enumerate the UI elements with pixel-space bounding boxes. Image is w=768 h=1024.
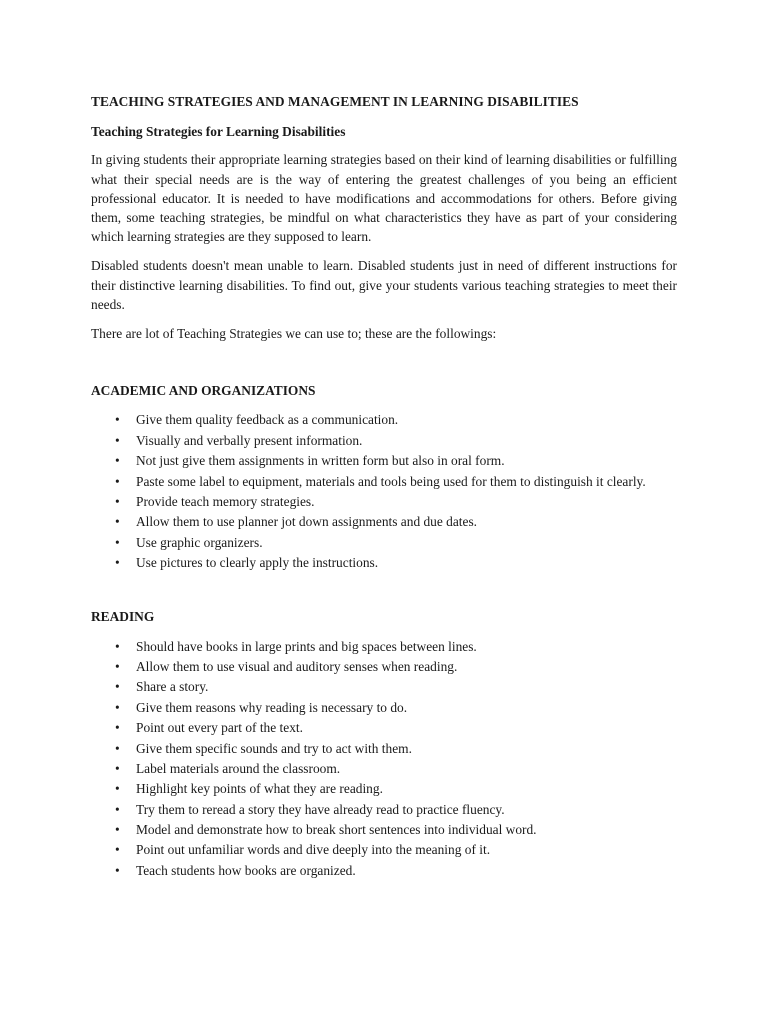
list-item bbox=[91, 718, 677, 737]
bullet-icon: • bbox=[115, 720, 120, 736]
list-item-text: Give them specific sounds and try to act with them. bbox=[136, 740, 412, 756]
bullet-icon: • bbox=[115, 555, 120, 571]
list-item bbox=[91, 492, 677, 511]
bullet-icon: • bbox=[115, 699, 120, 715]
document-subheading: Teaching Strategies for Learning Disabilities bbox=[91, 124, 346, 140]
bullet-icon: • bbox=[115, 494, 120, 509]
list-item-text: Teach students how books are organized. bbox=[136, 862, 356, 878]
bullet-icon: • bbox=[115, 781, 120, 797]
list-item bbox=[91, 431, 677, 450]
list-item-text: Provide teach memory strategies. bbox=[136, 494, 315, 509]
document-title: TEACHING STRATEGIES AND MANAGEMENT IN LEARNING DISABILITIES bbox=[91, 94, 579, 109]
list-item-text: Share a story. bbox=[136, 679, 209, 695]
list-item-text: Paste some label to equipment, materials and tools being used for them to distinguish it clearly. bbox=[136, 473, 646, 489]
list-item-text: Use pictures to clearly apply the instructions. bbox=[136, 555, 379, 571]
list-item-text: Visually and verbally present information. bbox=[136, 432, 363, 448]
academic-bullet-list bbox=[91, 410, 677, 572]
list-item bbox=[91, 677, 677, 696]
list-item-text: Allow them to use visual and auditory senses when reading. bbox=[136, 658, 458, 674]
disabled-students-paragraph: Disabled students doesn't mean unable to learn. Disabled students just in need of different instructions for their distinctive learning disabilities. To find out, give your students various teaching strategies to meet their needs. bbox=[91, 258, 677, 312]
list-item bbox=[91, 739, 677, 758]
list-item-text: Give them quality feedback as a communication. bbox=[136, 412, 399, 428]
list-item-text: Allow them to use planner jot down assignments and due dates. bbox=[136, 514, 478, 530]
bullet-icon: • bbox=[115, 473, 120, 489]
bullet-icon: • bbox=[115, 453, 120, 469]
list-item-text: Not just give them assignments in written form but also in oral form. bbox=[136, 453, 505, 469]
list-item bbox=[91, 451, 677, 470]
bullet-icon: • bbox=[115, 638, 120, 654]
list-item bbox=[91, 800, 677, 819]
bullet-icon: • bbox=[115, 862, 120, 878]
bullet-icon: • bbox=[115, 534, 120, 550]
bullet-icon: • bbox=[115, 432, 120, 448]
list-item bbox=[91, 698, 677, 717]
list-item bbox=[91, 512, 677, 531]
list-item bbox=[91, 657, 677, 676]
list-item-text: Should have books in large prints and big spaces between lines. bbox=[136, 638, 477, 654]
list-item bbox=[91, 637, 677, 656]
bullet-icon: • bbox=[115, 679, 120, 695]
list-item-text: Label materials around the classroom. bbox=[136, 760, 341, 776]
intro-paragraph: In giving students their appropriate learning strategies based on their kind of learning disabilities or fulfilling what their special needs are is the way of entering the greatest challenges of you being an efficient professional educator. It is needed to have modifications and accommodations for others. Before giving them, some teaching strategies, be mindful on what characteristics they have as part of your considering which learning strategies are they supposed to learn. bbox=[91, 152, 677, 245]
section-heading-academic: ACADEMIC AND ORGANIZATIONS bbox=[91, 383, 316, 399]
list-item-text: Try them to reread a story they have already read to practice fluency. bbox=[136, 801, 505, 817]
strategies-lead-paragraph: There are lot of Teaching Strategies we can use to; these are the followings: bbox=[91, 326, 497, 342]
reading-bullet-list bbox=[91, 637, 677, 881]
section-heading-reading: READING bbox=[91, 609, 155, 625]
list-item-text: Highlight key points of what they are reading. bbox=[136, 781, 383, 797]
list-item bbox=[91, 472, 677, 491]
list-item bbox=[91, 779, 677, 798]
list-item-text: Give them reasons why reading is necessary to do. bbox=[136, 699, 408, 715]
list-item bbox=[91, 820, 677, 839]
list-item bbox=[91, 533, 677, 552]
list-item bbox=[91, 840, 677, 859]
bullet-icon: • bbox=[115, 822, 120, 838]
bullet-icon: • bbox=[115, 740, 120, 756]
list-item bbox=[91, 553, 677, 572]
list-item-text: Point out unfamiliar words and dive deeply into the meaning of it. bbox=[136, 842, 491, 858]
document-page bbox=[91, 92, 677, 881]
list-item-text: Use graphic organizers. bbox=[136, 534, 263, 550]
bullet-icon: • bbox=[115, 412, 120, 428]
bullet-icon: • bbox=[115, 658, 120, 674]
bullet-icon: • bbox=[115, 801, 120, 817]
bullet-icon: • bbox=[115, 514, 120, 530]
list-item bbox=[91, 861, 677, 880]
list-item-text: Point out every part of the text. bbox=[136, 720, 303, 736]
bullet-icon: • bbox=[115, 842, 120, 858]
list-item bbox=[91, 410, 677, 429]
list-item bbox=[91, 759, 677, 778]
bullet-icon: • bbox=[115, 760, 120, 776]
list-item-text: Model and demonstrate how to break short sentences into individual word. bbox=[136, 822, 537, 838]
